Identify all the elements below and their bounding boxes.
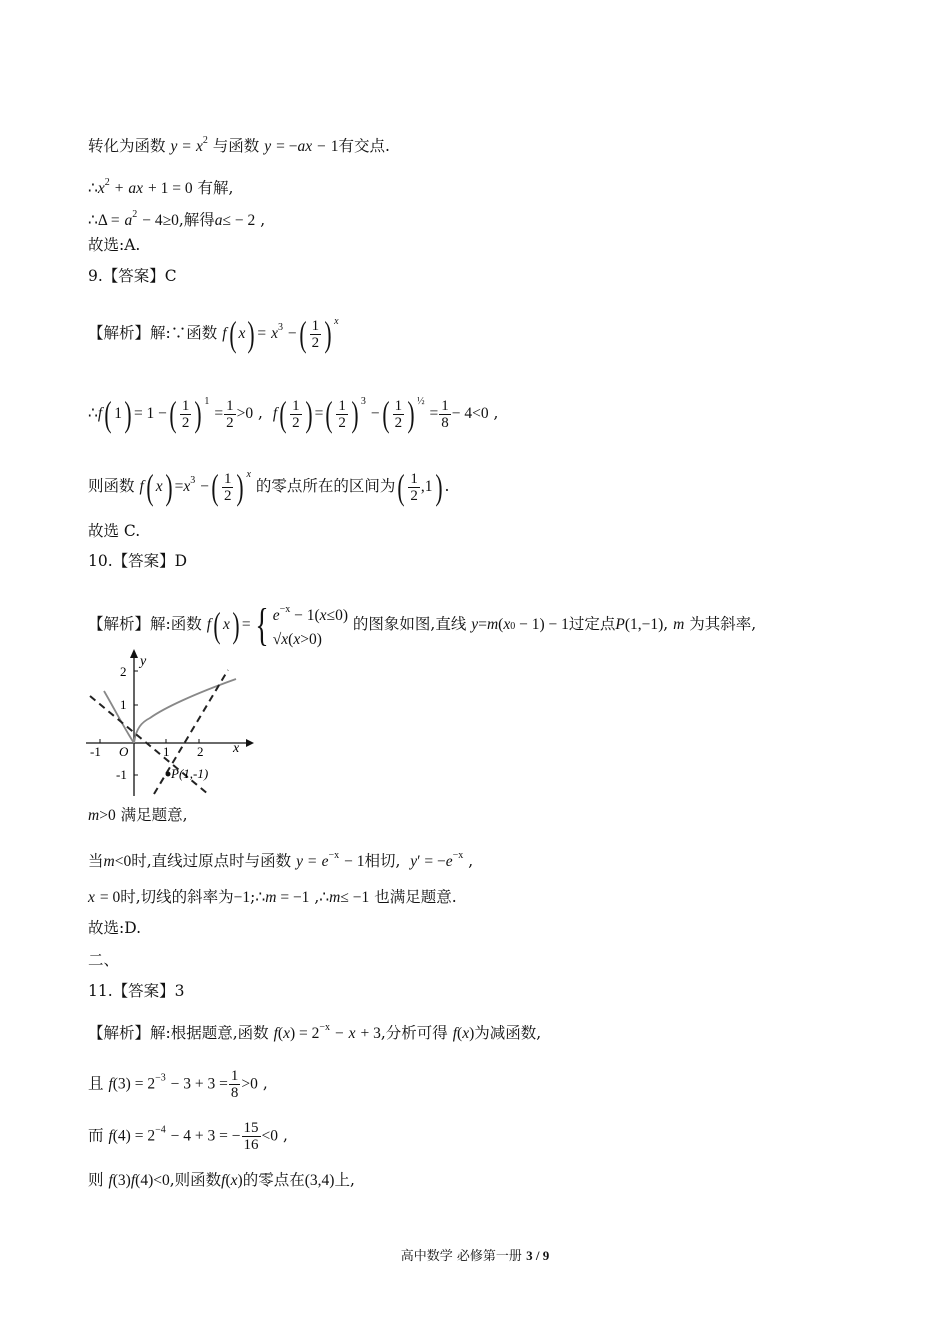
tick-x-2: 2	[197, 744, 204, 759]
text-line-1: 转化为函数 $y = x^2$ 与函数 y = −ax − 1有交点.	[88, 135, 390, 155]
y-axis-arrow-icon	[130, 649, 138, 658]
point-p	[166, 772, 171, 777]
y-axis-label: y	[140, 654, 147, 669]
tick-y-neg1: -1	[116, 767, 127, 782]
text-line-4: 故选:A.	[88, 236, 141, 254]
q10-line3: 当m<0时,直线过原点时与函数 $y = e^{-x} - 1$相切, $y' = -e^{-x}$ ,	[88, 850, 474, 870]
sqrt-curve	[134, 679, 236, 743]
q10-choose: 故选:D.	[88, 919, 142, 937]
q11-line4: 则 f(3)f(4)<0,则函数f(x)的零点在(3,4)上,	[88, 1171, 355, 1189]
q10-answer: 10.【答案】D	[88, 552, 188, 570]
x-axis-label: x	[233, 741, 240, 756]
x-axis-arrow-icon	[246, 739, 254, 747]
tick-x-1: 1	[163, 744, 170, 759]
exp-curve	[104, 691, 134, 743]
text-line-3: ∴Δ = $a^2 - 4\ge 0$,解得a≤ − 2 ,	[88, 209, 266, 229]
q10-analysis: 【解析】解:函数 f( x) ={ $e^{-x} - 1(x\le 0)$ √x(x>0) 的图象如图,直线 y=m(x0 − 1) − 1过定点P(1,−1), m 为其斜率,	[88, 599, 757, 650]
q10-line4: x = 0时,切线的斜率为−1;∴m = −1 ,∴m≤ −1 也满足题意.	[88, 888, 457, 906]
page-number: 3 / 9	[526, 1248, 550, 1263]
page-footer	[0, 1245, 950, 1264]
q11-line3: 而 $f(4) = 2^{-4} - 4 + 3$ = − $\frac{15}{16}$ <0 ,	[88, 1120, 288, 1153]
q11-line2: 且 $f(3) = 2^{-3} - 3 + 3$ = $\frac{1}{8}$ >0 ,	[88, 1068, 268, 1101]
origin-label: O	[119, 744, 129, 759]
q11-analysis: 【解析】解:根据题意,函数 $f(x) = 2^{-x} - x + 3$,分析可得 f(x)为减函数,	[88, 1022, 542, 1042]
tick-y-2: 2	[120, 664, 127, 679]
q9-analysis: 【解析】解:∵函数 f( $x) = x^3$ −( $\frac{1}{2}$ ) $^x$	[88, 314, 339, 354]
text-line-2: $\therefore x^2$ + ax + 1 = 0 有解,	[88, 177, 234, 197]
q9-choose: 故选 C.	[88, 522, 141, 540]
function-graph	[84, 646, 254, 798]
q10-line2: m>0 满足题意,	[88, 806, 188, 824]
footer-title: 高中数学 必修第一册	[400, 1249, 522, 1264]
q9-line3: 则函数 f( $x) =x^3$ −( $\frac{1}{2}$ ) $^x$ 的零点所在的区间为( $\frac{1}{2}$ ,1) .	[88, 467, 450, 507]
tick-y-1: 1	[120, 697, 127, 712]
section-2: 二、	[88, 951, 120, 969]
tick-x-neg1: -1	[90, 744, 101, 759]
q9-answer: 9.【答案】C	[88, 267, 177, 285]
q9-line2: ∴f( 1) = 1 −( $\frac{1}{2}$ ) $^1$ = $\frac{1}{2}$ >0 , f( $\frac{1}{2}$ ) =( $\frac{1}{2}$ ) $^3$ −( $\frac{1}{2}$ ) $^{\frac{1}{2}}$ = $\frac{1}{8}$ − 4<0 ,	[88, 394, 499, 434]
q11-answer: 11.【答案】3	[88, 982, 185, 1000]
point-p-label: P(1,-1)	[171, 766, 209, 781]
